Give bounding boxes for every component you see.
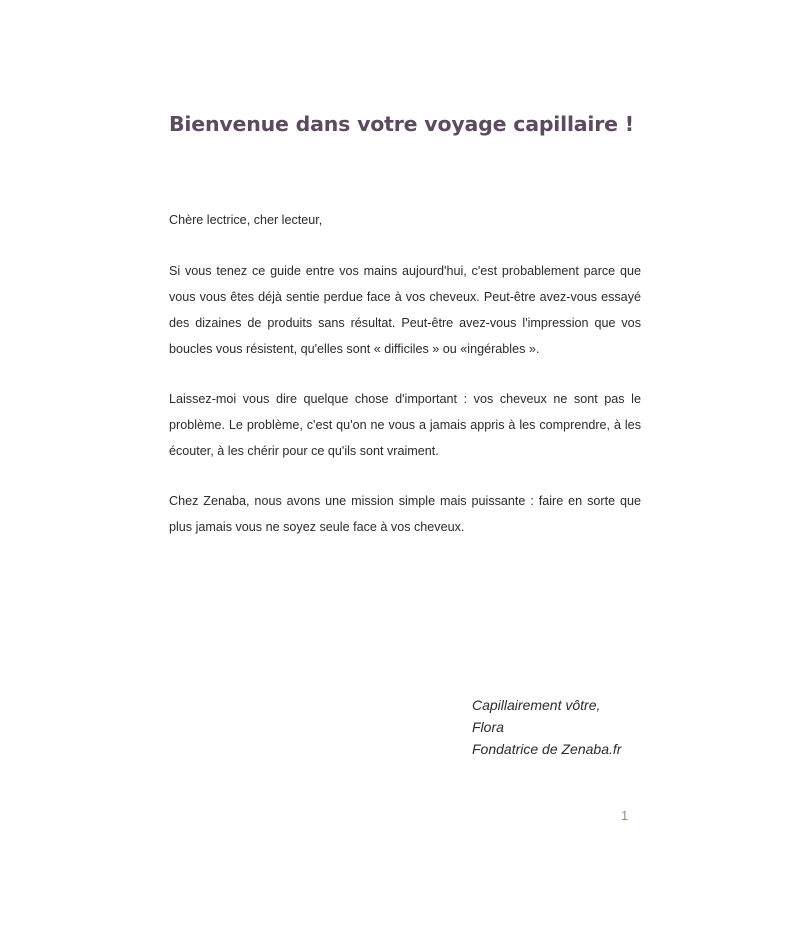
signature-role: Fondatrice de Zenaba.fr [472,741,622,757]
paragraph-important: Laissez-moi vous dire quelque chose d'important : vos cheveux ne sont pas le problème. Le problème, c'est qu'on ne vous a jamais appris à les comprendre, à les écouter, à les chérir pour ce qu'ils sont vraiment. [169,392,641,458]
salutation: Chère lectrice, cher lecteur, [169,213,323,227]
paragraph-intro: Si vous tenez ce guide entre vos mains aujourd'hui, c'est probablement parce que vous vous êtes déjà sentie perdue face à vos cheveux. Peut-être avez-vous essayé des dizaines de produits sans résultat. Peut-être avez-vous l'impression que vos boucles vous résistent, qu'elles sont « difficiles » ou «ingérables ». [169,264,641,356]
page-number: 1 [621,808,629,823]
page-title: Bienvenue dans votre voyage capillaire ! [169,112,634,136]
signature-closing: Capillairement vôtre, [472,697,601,713]
signature-name: Flora [472,719,504,735]
paragraph-mission: Chez Zenaba, nous avons une mission simple mais puissante : faire en sorte que plus jamais vous ne soyez seule face à vos cheveux. [169,494,641,534]
signature-block [472,694,621,760]
